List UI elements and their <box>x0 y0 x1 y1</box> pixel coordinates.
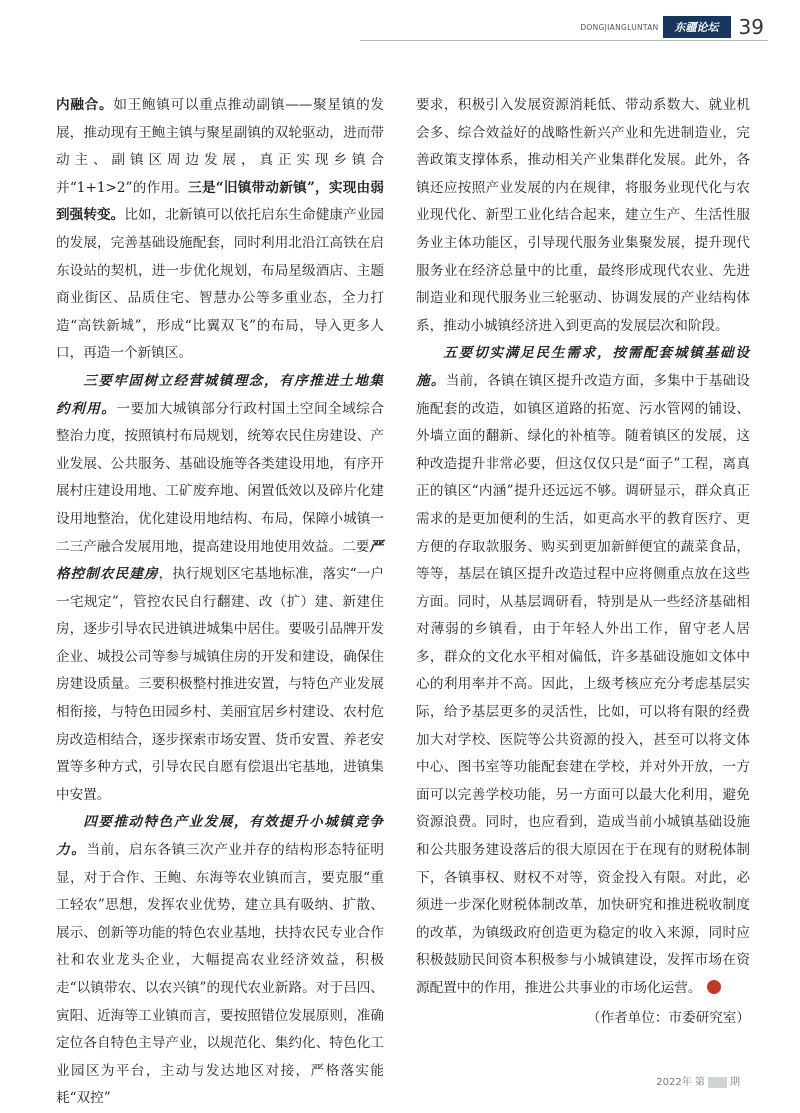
page-header <box>580 12 764 42</box>
body-text: 当前，启东各镇三次产业并存的结构形态特征明显，对于合作、王鲍、东海等农业镇而言，要克服“重工轻农”思想，发挥农业优势，建立具有吸纳、扩散、展示、创新等功能的特色农业基地，扶持农民专业合作社和农业龙头企业，大幅提高农业经济效益，积极走“以镇带农、以农兴镇”的现代农业新路。对于吕四、寅阳、近海等工业镇而言，要按照错位发展原则，准确定位各自特色主导产业，以规范化、集约化、特色化工业园区为平台，主动与发达地区对接，严格落实能耗“双控” <box>56 842 385 1107</box>
body-text: 比如，北新镇可以依托启东生命健康产业园的发展，完善基础设施配套，同时利用北沿江高铁在启东设站的契机，进一步优化规划，布局星级酒店、主题商业街区、品质住宅、智慧办公等多重业态，全力打造“高铁新城”，形成“比翼双飞”的布局，导入更多人口，再造一个新镇区。 <box>56 207 385 362</box>
page-footer <box>656 1073 740 1088</box>
section-heading: 四要推动特色产业发展，有效提升小城镇竞争力。 <box>56 814 384 859</box>
body-text: 一要加大城镇部分行政村国土空间全域综合整治力度，按照镇村布局规划，统筹农民住房建设、产业发展、公共服务、基础设施等各类建设用地，有序开展村庄建设用地、工矿废弃地、闲置低效以及碎片化建设用地整治，优化建设用地结构、布局，保障小城镇一二三产融合发展用地，提高建设用地使用效益。二要 <box>56 400 384 555</box>
section-heading: 五要切实满足民生需求，按需配套城镇基础设施。 <box>416 345 750 389</box>
bold-phrase: 内融合。 <box>56 97 114 113</box>
section-subheading: 严格控制农民建房 <box>56 538 384 583</box>
body-text: 当前，各镇在镇区提升改造方面，多集中于基础设施配套的改造，如镇区道路的拓宽、污水管网的铺设、外墙立面的翻新、绿化的补植等。随着镇区的发展，这种改造提升非常必要，但这仅仅只是“面子”工程，离真正的镇区“内涵”提升还远远不够。调研显示，群众真正需求的是更加便利的生活，如更高水平的教育医疗、更方便的存取款服务、购买到更加新鲜便宜的蔬菜食品，等等，基层在镇区提升改造过程中应将侧重点放在这些方面。同时，从基层调研看，特别是从一些经济基础相对薄弱的乡镇看，由于年轻人外出工作，留守老人居多，群众的文化水平相对偏低，许多基础设施如文体中心的利用率并不高。因此，上级考核应充分考虑基层实际，给予基层更多的灵活性，比如，可以将有限的经费加大对学校、医院等公共资源的投入，甚至可以将文体中心、图书室等功能配套建在学校，并对外开放，一方面可以完善学校功能，另一方面可以最大化利用，避免资源浪费。同时，也应看到，造成当前小城镇基础设施和公共服务建设落后的很大原因在于在现有的财税体制下，各镇事权、财权不对等，资金投入有限。对此，必须进一步深化财税体制改革，加快研究和推进税收制度的改革，为镇级政府创造更为稳定的收入来源，同时应积极鼓励民间资本积极参与小城镇建设，发挥市场在资源配置中的作用，推进公共事业的市场化运营。 <box>416 372 750 996</box>
paragraph <box>416 340 750 1002</box>
paragraph <box>56 809 384 1113</box>
paragraph <box>56 92 384 368</box>
paragraph <box>56 368 384 810</box>
journal-name-en: DONGJIANGLUNTAN <box>580 22 659 32</box>
body-text: ，执行规划区宅基地标准，落实“一户一宅规定”，管控农民自行翻建、改（扩）建、新建住房，逐步引导农民进镇进城集中居住。要吸引品牌开发企业、城投公司等参与城镇住房的开发和建设，确保住房建设质量。三要积极整村推进安置，与特色产业发展相衔接，与特色田园乡村、美丽宜居乡村建设、农村危房改造相结合，逐步探索市场安置、货币安置、养老安置等多种方式，引导农民自愿有偿退出宅基地，进镇集中安置。 <box>56 566 385 803</box>
author-affiliation: （作者单位：市委研究室） <box>586 1009 750 1026</box>
header-divider <box>360 40 768 41</box>
bold-phrase: 三是“旧镇带动新镇”，实现由弱到强转变。 <box>56 179 384 224</box>
journal-name-cn: 东疆论坛 <box>663 16 731 38</box>
footer-issue: 00 <box>708 1077 727 1088</box>
left-column <box>56 92 384 1113</box>
paragraph <box>416 92 750 340</box>
footer-year: 2022年 第 <box>656 1077 705 1088</box>
body-text: 如王鲍镇可以重点推动副镇——聚星镇的发展，推动现有王鲍主镇与聚星副镇的双轮驱动，进而带动主、副镇区周边发展，真正实现乡镇合并“1+1>2”的作用。 <box>56 97 385 196</box>
right-column <box>416 92 750 1032</box>
footer-unit: 期 <box>730 1077 740 1088</box>
body-text: 要求，积极引入发展资源消耗低、带动系数大、就业机会多、综合效益好的战略性新兴产业和先进制造业，完善政策支撑体系，推动相关产业集群化发展。此外，各镇还应按照产业发展的内在规律，将服务业现代化与农业现代化、新型工业化结合起来，建立生产、生活性服务业主体功能区，引导现代服务业集聚发展，提升现代服务业在经济总量中的比重，最终形成现代农业、先进制造业和现代服务业三轮驱动、协调发展的产业结构体系，推动小城镇经济进入到更高的发展层次和阶段。 <box>416 97 750 334</box>
section-heading: 三要牢固树立经营城镇理念，有序推进土地集约利用。 <box>56 372 384 417</box>
page-number: 39 <box>738 15 764 39</box>
end-seal-icon <box>707 980 721 994</box>
